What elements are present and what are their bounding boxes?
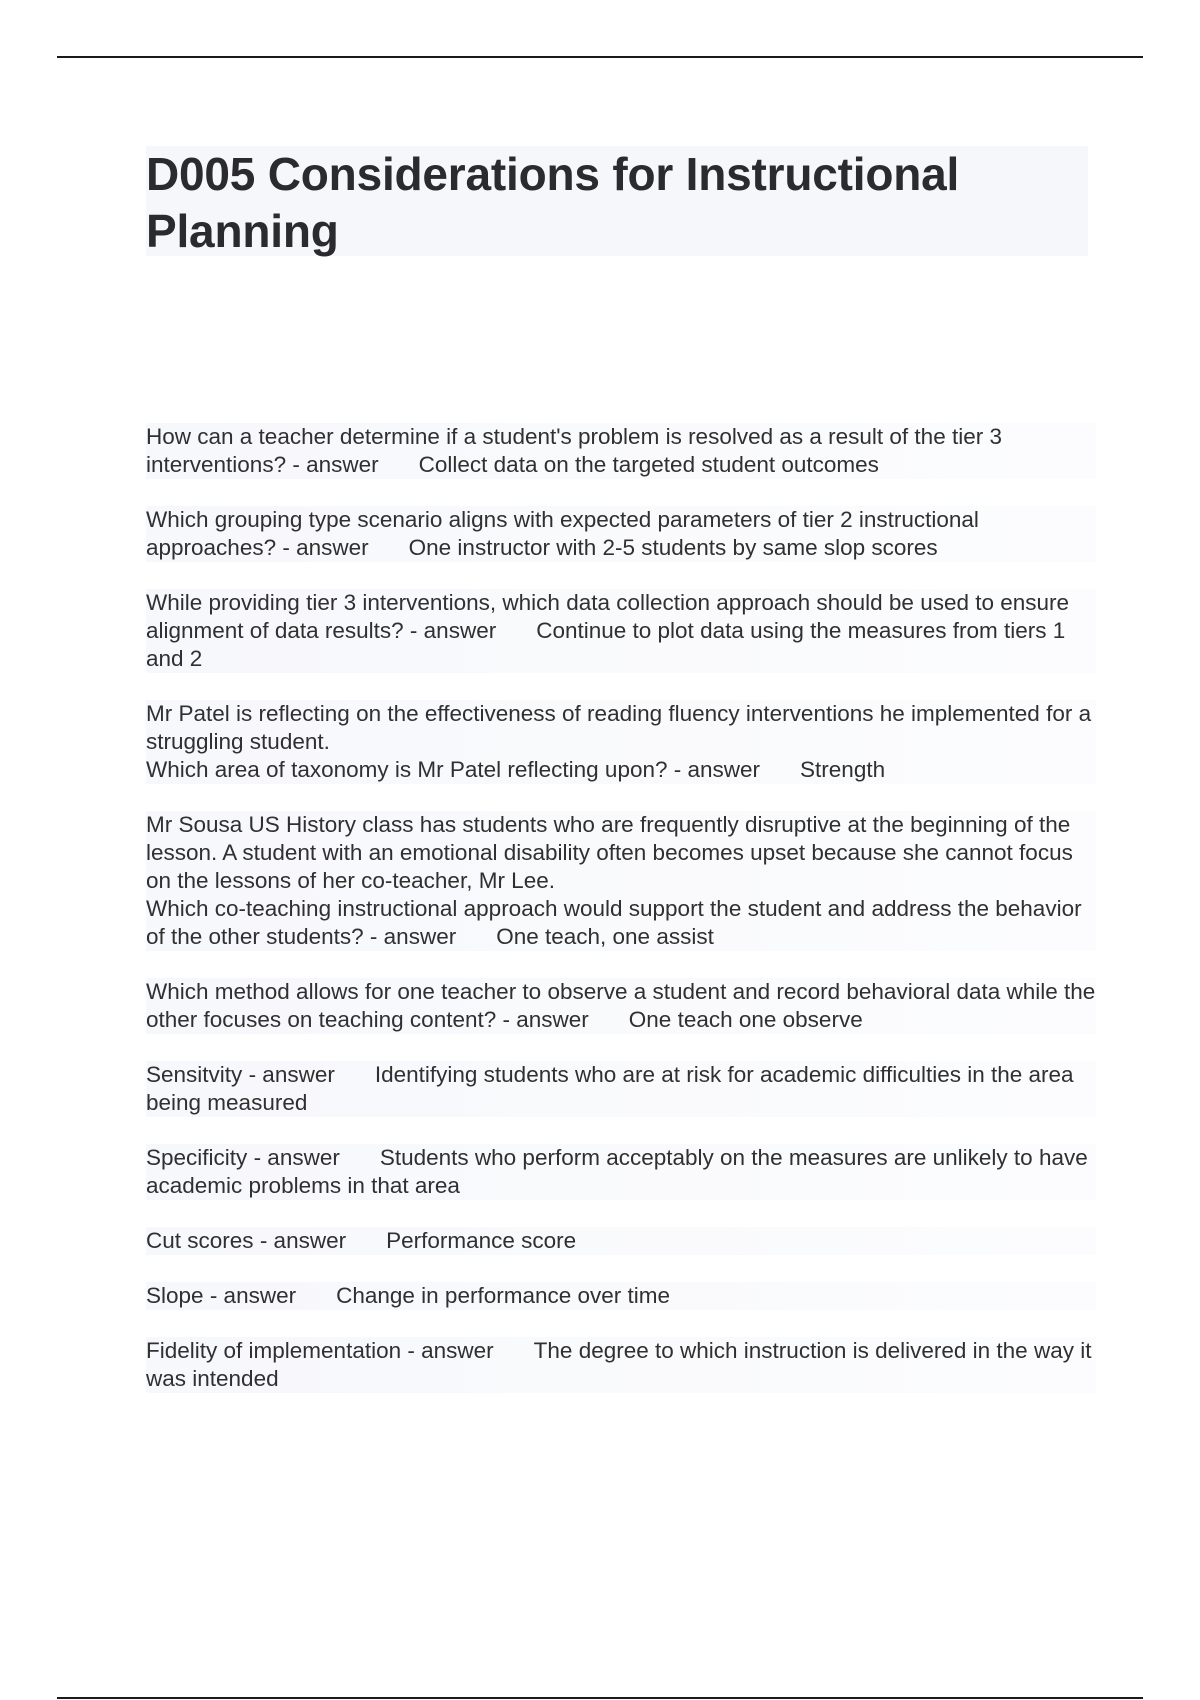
answer-separator: - answer <box>253 1145 340 1170</box>
question-text: While providing tier 3 interventions, which data collection approach should be used to ensure alignment of data results? <box>146 590 1076 643</box>
answer-text: Performance score <box>386 1228 577 1253</box>
answer-separator: - answer <box>248 1062 335 1087</box>
question-text: Sensitvity <box>146 1062 243 1087</box>
answer-separator: - answer <box>292 452 379 477</box>
question-text: Fidelity of implementation <box>146 1338 402 1363</box>
qa-list <box>146 423 1102 1393</box>
qa-item <box>146 423 1096 479</box>
answer-separator: - answer <box>259 1228 347 1253</box>
qa-item <box>146 1337 1096 1393</box>
answer-text: One teach, one assist <box>496 924 714 949</box>
title-block <box>146 146 1088 256</box>
page-title: D005 Considerations for Instructional Planning <box>146 148 960 257</box>
question-text: Slope <box>146 1283 204 1308</box>
answer-text: Identifying students who are at risk for academic difficulties in the area being measured <box>146 1062 1080 1115</box>
answer-text: Continue to plot data using the measures from tiers 1 and 2 <box>146 618 1072 671</box>
answer-text: The degree to which instruction is delivered in the way it was intended <box>146 1338 1098 1391</box>
answer-separator: - answer <box>502 1007 589 1032</box>
question-text: Which method allows for one teacher to observe a student and record behavioral data while the other focuses on teaching content? <box>146 979 1102 1032</box>
qa-item <box>146 1227 1096 1255</box>
question-text: Which grouping type scenario aligns with expected parameters of tier 2 instructional approaches? <box>146 507 986 560</box>
answer-separator: - answer <box>673 757 761 782</box>
qa-item <box>146 811 1096 951</box>
answer-text: Strength <box>800 757 886 782</box>
qa-item <box>146 1061 1096 1117</box>
question-text: How can a teacher determine if a student's problem is resolved as a result of the tier 3 interventions? <box>146 424 1009 477</box>
qa-item <box>146 589 1096 673</box>
answer-separator: - answer <box>369 924 457 949</box>
qa-item <box>146 1282 1096 1310</box>
answer-text: Students who perform acceptably on the measures are unlikely to have academic problems in that area <box>146 1145 1095 1198</box>
bottom-rule <box>57 1697 1143 1699</box>
qa-item <box>146 506 1096 562</box>
top-rule <box>57 56 1143 58</box>
question-text: Mr Patel is reflecting on the effectiveness of reading fluency interventions he implemented for a struggling student. Which area of taxonomy is Mr Patel reflecting upon? <box>146 701 1092 782</box>
answer-separator: - answer <box>282 535 369 560</box>
answer-text: Collect data on the targeted student outcomes <box>418 452 879 477</box>
question-text: Specificity <box>146 1145 248 1170</box>
answer-text: One teach one observe <box>628 1007 863 1032</box>
qa-item <box>146 1144 1096 1200</box>
answer-separator: - answer <box>407 1338 494 1363</box>
question-text: Cut scores <box>146 1228 254 1253</box>
qa-item <box>146 700 1096 784</box>
answer-text: One instructor with 2-5 students by same slop scores <box>408 535 938 560</box>
answer-separator: - answer <box>209 1283 297 1308</box>
question-text: Mr Sousa US History class has students who are frequently disruptive at the beginning of the lesson. A student with an emotional disability often becomes upset because she cannot focus on the lessons of her co-teacher, Mr Lee. Which co-teaching instructional approach would support the student and address the behavior of the other students? <box>146 812 1082 949</box>
answer-separator: - answer <box>409 618 497 643</box>
answer-text: Change in performance over time <box>336 1283 671 1308</box>
qa-item <box>146 978 1102 1034</box>
